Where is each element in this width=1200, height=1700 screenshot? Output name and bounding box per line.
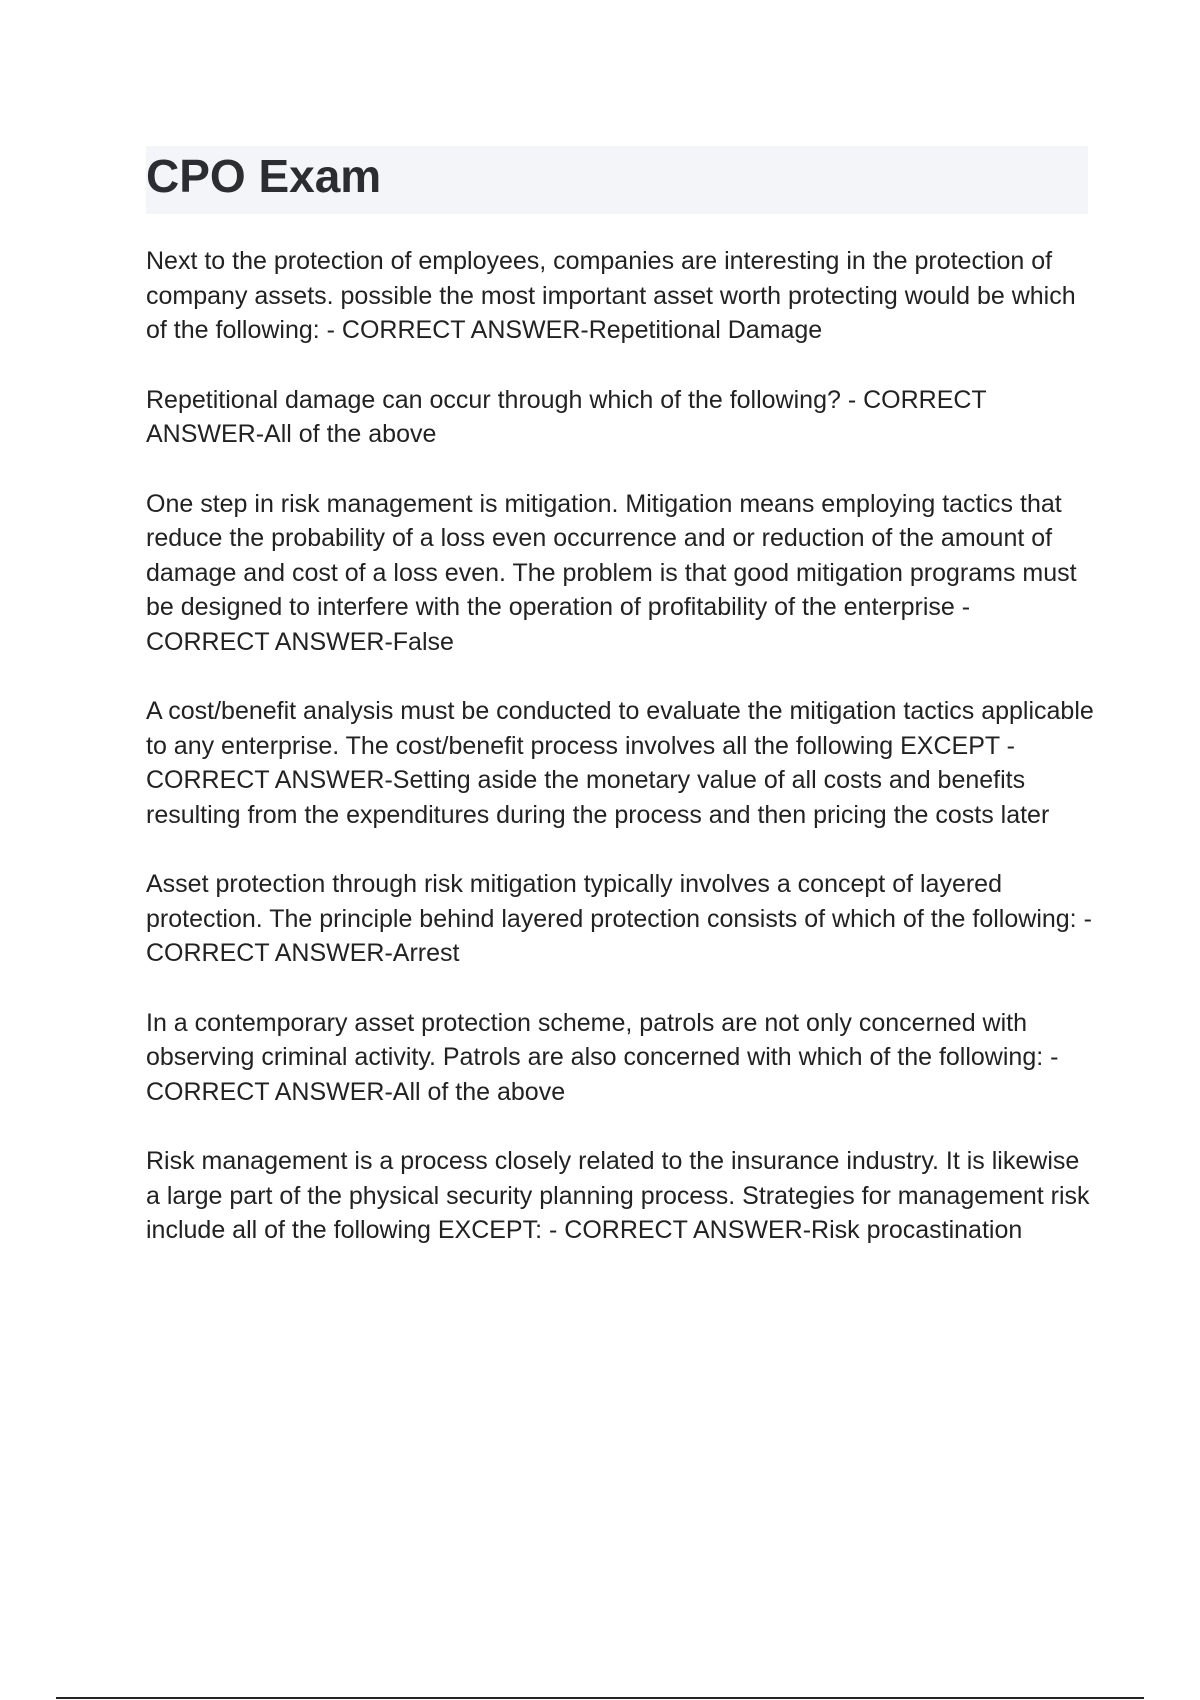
qa-item-text: Repetitional damage can occur through which of the following? - CORRECT ANSWER-All of the above [146, 385, 987, 448]
qa-list [146, 244, 1096, 1283]
qa-item-2 [146, 383, 1096, 452]
qa-item-text: One step in risk management is mitigation. Mitigation means employing tactics that reduce the probability of a loss even occurrence and or reduction of the amount of damage and cost of a loss even. The problem is that good mitigation programs must be designed to interfere with the operation of profitability of the enterprise - CORRECT ANSWER-False [146, 489, 1077, 656]
qa-item-text: Risk management is a process closely related to the insurance industry. It is likewise a large part of the physical security planning process. Strategies for management risk include all of the following EXCEPT: - CORRECT ANSWER-Risk procastination [146, 1147, 1090, 1244]
qa-item-text: Asset protection through risk mitigation typically involves a concept of layered protection. The principle behind layered protection consists of which of the following: - CORRECT ANSWER-Arrest [146, 870, 1092, 967]
qa-item-text: A cost/benefit analysis must be conducted to evaluate the mitigation tactics applicable to any enterprise. The cost/benefit process involves all the following EXCEPT - CORRECT ANSWER-Setting aside the monetary value of all costs and benefits resulting from the expenditures during the process and then pricing the costs later [146, 697, 1094, 829]
qa-item-7 [146, 1144, 1096, 1248]
qa-item-6 [146, 1006, 1096, 1110]
page-title: CPO Exam [146, 150, 382, 202]
footer-divider [56, 1697, 1144, 1699]
title-band [146, 146, 1088, 214]
qa-item-5 [146, 867, 1096, 971]
qa-item-1 [146, 244, 1096, 348]
qa-item-text: Next to the protection of employees, companies are interesting in the protection of company assets. possible the most important asset worth protecting would be which of the following: - CORRECT ANSWER-Repetitional Damage [146, 247, 1076, 344]
qa-item-text: In a contemporary asset protection scheme, patrols are not only concerned with observing criminal activity. Patrols are also concerned with which of the following: - CORRECT ANSWER-All of the above [146, 1008, 1059, 1106]
qa-item-4 [146, 694, 1096, 832]
qa-item-3 [146, 487, 1096, 660]
